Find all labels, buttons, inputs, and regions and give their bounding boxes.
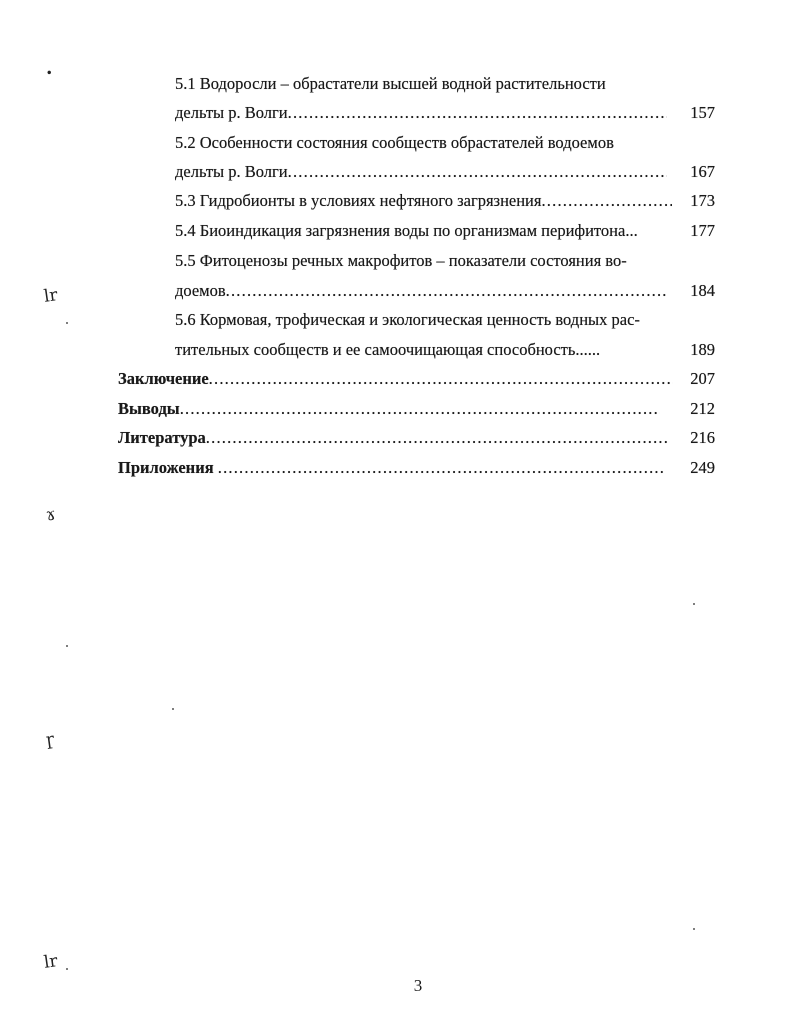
toc-entry-5-2-page: 167 xyxy=(690,162,715,181)
toc-entry-5-4 xyxy=(175,219,675,243)
leader-dots: ... xyxy=(625,221,638,240)
toc-entry-findings xyxy=(118,397,660,421)
leader-dots xyxy=(218,456,665,480)
toc-entry-findings-page: 212 xyxy=(690,399,715,418)
scan-speck xyxy=(693,603,695,605)
leader-dots xyxy=(180,397,660,421)
leader-dots xyxy=(288,101,667,125)
scan-speck xyxy=(66,322,68,324)
leader-dots: ...... xyxy=(575,340,601,359)
toc-entry-5-6-title: 5.6 Кормовая, трофическая и экологическая ценность водных рас- xyxy=(175,310,640,329)
leader-dots xyxy=(288,160,667,184)
scan-speck xyxy=(66,645,68,647)
toc-entry-text: Заключение xyxy=(118,369,209,388)
leader-dots xyxy=(209,367,673,391)
toc-entry-5-1-page: 157 xyxy=(690,103,715,122)
scan-speck xyxy=(66,968,68,970)
toc-entry-conclusion xyxy=(118,367,673,391)
margin-mark-1: ᭼ xyxy=(42,61,56,83)
leader-dots xyxy=(206,426,670,450)
toc-entry-text: доемов xyxy=(175,281,226,300)
toc-entry-5-6-continuation xyxy=(175,338,665,362)
toc-entry-appendices xyxy=(118,456,665,480)
toc-entry-5-3-page: 173 xyxy=(690,191,715,210)
toc-entry-5-2-continuation xyxy=(175,160,667,184)
toc-entry-5-6-page: 189 xyxy=(690,340,715,359)
toc-entry-5-5-page: 184 xyxy=(690,281,715,300)
toc-entry-literature xyxy=(118,426,670,450)
toc-entry-5-4-page: 177 xyxy=(690,221,715,240)
scan-speck xyxy=(693,928,695,930)
toc-entry-5-5-title: 5.5 Фитоценозы речных макрофитов – показатели состояния во- xyxy=(175,251,627,270)
toc-entry-5-2-title: 5.2 Особенности состояния сообществ обрастателей водоемов xyxy=(175,133,614,152)
leader-dots xyxy=(226,279,667,303)
toc-entry-text: тительных сообществ и ее самоочищающая способность xyxy=(175,340,576,359)
toc-entry-5-5-continuation xyxy=(175,279,667,303)
margin-mark-2: lr xyxy=(42,285,59,307)
toc-entry-text: 5.3 Гидробионты в условиях нефтяного загрязнения xyxy=(175,191,542,210)
toc-entry-5-3 xyxy=(175,189,672,213)
toc-entry-text: дельты р. Волги xyxy=(175,103,288,122)
toc-entry-text: Литература xyxy=(118,428,206,447)
toc-entry-literature-page: 216 xyxy=(690,428,715,447)
toc-entry-5-1-title: 5.1 Водоросли – обрастатели высшей водной растительности xyxy=(175,74,606,93)
margin-mark-3: ɤ xyxy=(44,504,57,526)
toc-entry-text: Приложения xyxy=(118,458,214,477)
toc-entry-text: дельты р. Волги xyxy=(175,162,288,181)
page-number: 3 xyxy=(413,976,423,995)
margin-mark-4: ɼ xyxy=(44,729,56,751)
toc-entry-text: 5.4 Биоиндикация загрязнения воды по организмам перифитона xyxy=(175,221,626,240)
toc-entry-5-1-continuation xyxy=(175,101,667,125)
leader-dots xyxy=(541,189,672,213)
toc-entry-text: Выводы xyxy=(118,399,180,418)
toc-entry-conclusion-page: 207 xyxy=(690,369,715,388)
toc-entry-appendices-page: 249 xyxy=(690,458,715,477)
scan-speck xyxy=(172,708,174,710)
margin-mark-5: lr xyxy=(42,951,59,973)
